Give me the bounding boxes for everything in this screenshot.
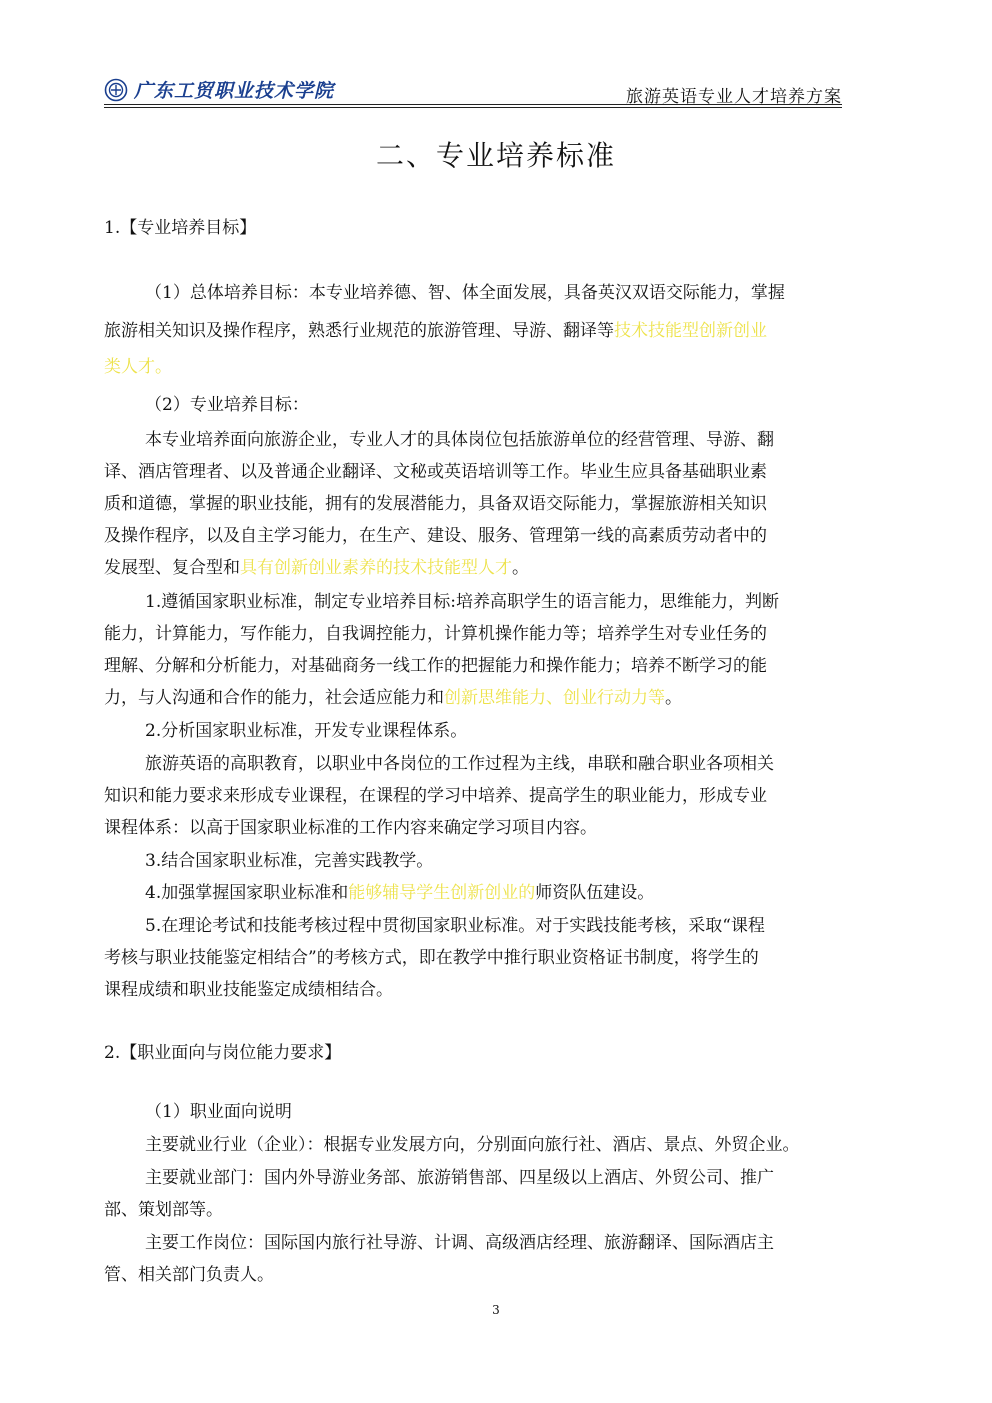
- paragraph-line: 部、策划部等。: [104, 1200, 223, 1220]
- paragraph-line: 理解、分解和分析能力，对基础商务一线工作的把握能力和操作能力；培养不断学习的能: [104, 656, 767, 676]
- paragraph-line: 及操作程序，以及自主学习能力，在生产、建设、服务、管理第一线的高素质劳动者中的: [104, 526, 767, 546]
- text-run: 师资队伍建设。: [535, 883, 655, 903]
- section-heading-2: 2.【职业面向与岗位能力要求】: [104, 1043, 342, 1063]
- school-logo: [104, 76, 334, 103]
- school-name: 广东工贸职业技术学院: [134, 80, 335, 102]
- paragraph-line: 能力，计算能力，写作能力，自我调控能力，计算机操作能力等；培养学生对专业任务的: [104, 624, 767, 644]
- list-item-2: 2.分析国家职业标准，开发专业课程体系。: [145, 721, 468, 741]
- list-item-1: 1.遵循国家职业标准，制定专业培养目标:培养高职学生的语言能力，思维能力，判断: [145, 592, 779, 612]
- header-rule: [104, 104, 842, 105]
- list-item-4: [145, 878, 654, 903]
- paragraph-line: 主要就业行业（企业）：根据专业发展方向，分别面向旅行社、酒店、景点、外贸企业。: [145, 1135, 800, 1155]
- paragraph-line: 主要工作岗位：国际国内旅行社导游、计调、高级酒店经理、旅游翻译、国际酒店主: [145, 1233, 774, 1253]
- text-run: 。: [512, 558, 529, 578]
- text-run: 力，与人沟通和合作的能力，社会适应能力和: [104, 688, 444, 708]
- subheading: （1）职业面向说明: [145, 1102, 292, 1122]
- page-number: 3: [492, 1303, 500, 1317]
- paragraph-line: 主要就业部门：国内外导游业务部、旅游销售部、四星级以上酒店、外贸公司、推广: [145, 1168, 774, 1188]
- paragraph-line: [104, 553, 529, 578]
- paragraph-line: 本专业培养面向旅游企业，专业人才的具体岗位包括旅游单位的经营管理、导游、翻: [145, 430, 774, 450]
- text-run: 发展型、复合型和: [104, 558, 240, 578]
- paragraph-line: [104, 683, 682, 708]
- paragraph-line: 知识和能力要求来形成专业课程，在课程的学习中培养、提高学生的职业能力，形成专业: [104, 786, 767, 806]
- subheading: （2）专业培养目标：: [145, 395, 309, 415]
- text-run: 。: [665, 688, 682, 708]
- paragraph-line: 旅游英语的高职教育，以职业中各岗位的工作过程为主线，串联和融合职业各项相关: [145, 754, 774, 774]
- paragraph-line: 考核与职业技能鉴定相结合”的考核方式，即在教学中推行职业资格证书制度，将学生的: [104, 948, 759, 968]
- list-item-3: 3.结合国家职业标准，完善实践教学。: [145, 851, 434, 871]
- paragraph-line: [104, 316, 767, 341]
- section-heading-1: 1.【专业培养目标】: [104, 218, 257, 238]
- highlighted-text: 类人才。: [104, 357, 172, 377]
- paragraph-line: 质和道德，掌握的职业技能，拥有的发展潜能力，具备双语交际能力，掌握旅游相关知识: [104, 494, 767, 514]
- text-run: 旅游相关知识及操作程序，熟悉行业规范的旅游管理、导游、翻译等: [104, 321, 614, 341]
- text-run: 4.加强掌握国家职业标准和: [145, 883, 349, 903]
- highlighted-text: 技术技能型创新创业: [614, 321, 767, 341]
- paragraph-line: 译、酒店管理者、以及普通企业翻译、文秘或英语培训等工作。毕业生应具备基础职业素: [104, 462, 767, 482]
- document-title: 旅游英语专业人才培养方案: [626, 87, 842, 107]
- paragraph-line: 课程成绩和职业技能鉴定成绩相结合。: [104, 980, 393, 1000]
- paragraph-line: [104, 352, 172, 377]
- list-item-5: 5.在理论考试和技能考核过程中贯彻国家职业标准。对于实践技能考核，采取“课程: [145, 916, 765, 936]
- header-rule-secondary: [104, 107, 842, 108]
- paragraph-line: 课程体系：以高于国家职业标准的工作内容来确定学习项目内容。: [104, 818, 597, 838]
- highlighted-text: 创新思维能力、创业行动力等: [444, 688, 665, 708]
- school-emblem-icon: [104, 78, 128, 102]
- paragraph-line: （1）总体培养目标：本专业培养德、智、体全面发展，具备英汉双语交际能力，掌握: [145, 283, 785, 303]
- highlighted-text: 能够辅导学生创新创业的: [348, 883, 536, 903]
- paragraph-line: 管、相关部门负责人。: [104, 1265, 274, 1285]
- page-title: 二、专业培养标准: [375, 139, 616, 172]
- page-header: [104, 70, 842, 110]
- highlighted-text: 具有创新创业素养的技术技能型人才: [240, 558, 512, 578]
